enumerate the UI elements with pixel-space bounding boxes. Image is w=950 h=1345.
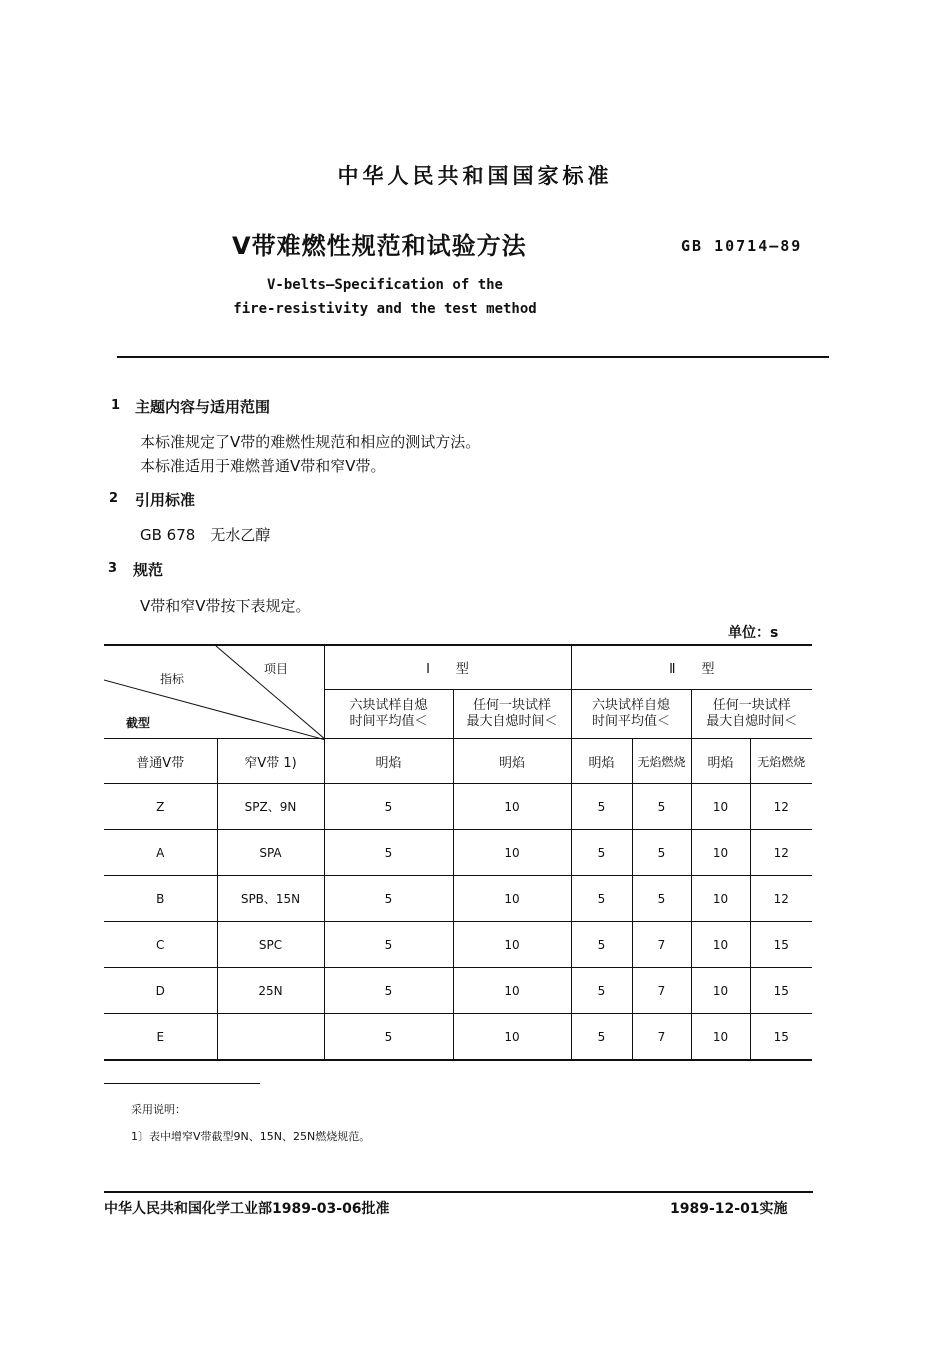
table-cell: 10 [691,876,750,922]
table-row [104,922,812,968]
table-cell: 5 [571,1014,632,1061]
table-cell: A [104,830,217,876]
table-cell: 7 [632,968,691,1014]
document-title: V带难燃性规范和试验方法 [232,232,527,260]
table-cell: SPA [217,830,324,876]
table-unit: 单位：s [728,625,779,641]
english-title-line1: V-belts—Specification of the [266,277,503,293]
table-row [104,830,812,876]
table-cell: E [104,1014,217,1061]
footnote-heading: 采用说明： [131,1103,186,1116]
sub-header: 六块试样自熄 时间平均值＜ [324,690,453,739]
table-cell: 10 [453,1014,571,1061]
table-cell: 5 [324,784,453,830]
footnote-divider [104,1083,260,1084]
table-cell: SPC [217,922,324,968]
table-row [104,876,812,922]
header-divider [117,356,829,358]
table-cell: 5 [324,876,453,922]
type-1-header: Ⅰ 型 [324,645,571,690]
section-3-number: 3 [108,561,118,576]
flame-header: 明焰 [691,739,750,784]
type-2-header: Ⅱ 型 [571,645,812,690]
section-3-heading: 规范 [133,561,164,579]
table-cell: 15 [750,922,812,968]
sub-header: 任何一块试样 最大自熄时间＜ [453,690,571,739]
section-1-paragraph: 本标准规定了V带的难燃性规范和相应的测试方法。 [140,433,481,451]
corner-section-label: 截型 [126,716,151,730]
table-cell: SPB、15N [217,876,324,922]
table-cell: 10 [691,922,750,968]
sub-header: 六块试样自熄 时间平均值＜ [571,690,691,739]
spec-table [104,644,812,1061]
table-cell: 10 [691,830,750,876]
table-cell: 5 [571,784,632,830]
table-cell: 10 [453,784,571,830]
footnote-1: 1〕表中增窄V带截型9N、15N、25N燃烧规范。 [131,1130,371,1143]
table-corner-cell [104,645,324,739]
table-cell: 7 [632,922,691,968]
table-cell: 5 [571,830,632,876]
table-cell: 7 [632,1014,691,1061]
table-cell: 5 [632,876,691,922]
table-cell: 12 [750,830,812,876]
footer-divider [104,1191,813,1193]
flame-header: 明焰 [571,739,632,784]
table-cell: 5 [324,830,453,876]
flame-header: 无焰燃烧 [750,739,812,784]
table-cell: D [104,968,217,1014]
corner-indicator-label: 指标 [160,672,185,686]
section-1-paragraph: 本标准适用于难燃普通V带和窄V带。 [140,457,386,475]
approval-line: 中华人民共和国化学工业部1989-03-06批准 [104,1201,390,1217]
table-cell: 5 [632,784,691,830]
table-cell: Z [104,784,217,830]
table-row [104,968,812,1014]
issuing-organization: 中华人民共和国国家标准 [337,164,613,188]
table-cell: 10 [691,784,750,830]
flame-header: 无焰燃烧 [632,739,691,784]
row-label-ordinary: 普通V带 [104,739,217,784]
section-1-number: 1 [111,398,121,413]
table-cell: 5 [324,1014,453,1061]
effective-date: 1989-12-01实施 [670,1201,788,1217]
table-cell: 10 [691,1014,750,1061]
corner-item-label: 项目 [264,662,289,676]
flame-header: 明焰 [324,739,453,784]
table-cell: 10 [453,968,571,1014]
english-title-line2: fire-resistivity and the test method [233,301,537,317]
table-cell: B [104,876,217,922]
flame-header: 明焰 [453,739,571,784]
table-cell: 10 [691,968,750,1014]
table-cell: 25N [217,968,324,1014]
standard-number: GB 10714—89 [681,237,803,255]
table-cell: 15 [750,1014,812,1061]
section-2-number: 2 [109,491,119,506]
table-cell: 5 [571,968,632,1014]
table-row [104,784,812,830]
section-1-heading: 主题内容与适用范围 [135,398,271,416]
table-cell: 10 [453,922,571,968]
table-cell: 5 [324,922,453,968]
table-cell [217,1014,324,1061]
table-cell: 5 [571,876,632,922]
table-cell: 10 [453,830,571,876]
section-2-heading: 引用标准 [135,491,196,509]
table-cell: 5 [632,830,691,876]
table-cell: 15 [750,968,812,1014]
table-cell: 12 [750,876,812,922]
table-cell: 5 [324,968,453,1014]
row-label-narrow: 窄V带 1) [217,739,324,784]
section-2-paragraph: GB 678 无水乙醇 [140,526,271,544]
table-cell: 10 [453,876,571,922]
table-row [104,1014,812,1061]
table-cell: C [104,922,217,968]
section-3-paragraph: V带和窄V带按下表规定。 [140,597,311,615]
sub-header: 任何一块试样 最大自熄时间＜ [691,690,812,739]
table-cell: 12 [750,784,812,830]
table-cell: SPZ、9N [217,784,324,830]
table-cell: 5 [571,922,632,968]
